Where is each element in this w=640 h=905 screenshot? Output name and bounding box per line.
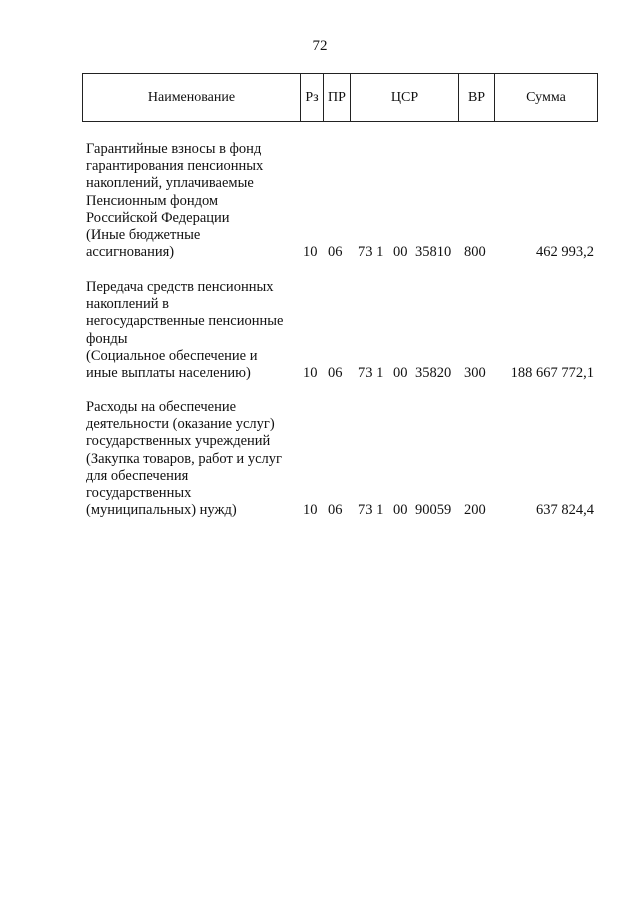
row-csr-program: 73 1 [358, 365, 384, 382]
row-csr-sub: 00 [393, 365, 408, 382]
header-sum: Сумма [526, 89, 566, 105]
row-sum: 637 824,4 [536, 502, 594, 519]
row-rz: 10 [303, 365, 318, 382]
table-row [86, 141, 598, 261]
table-header [82, 73, 598, 122]
row-csr-program: 73 1 [358, 244, 384, 261]
table-row [86, 279, 598, 382]
row-csr-dir: 90059 [415, 502, 452, 519]
row-vr: 800 [464, 244, 486, 261]
header-vr: ВР [459, 74, 495, 121]
row-sum: 188 667 772,1 [510, 365, 594, 382]
row-vr: 300 [464, 365, 486, 382]
header-name: Наименование [83, 74, 301, 121]
row-vr: 200 [464, 502, 486, 519]
table-row [86, 399, 598, 519]
header-rz: Рз [301, 74, 324, 121]
row-name: Передача средств пенсионных накоплений в негосударственные пенсионные фонды (Социальное обеспечение и иные выплаты населению) [86, 279, 284, 382]
row-rz: 10 [303, 502, 318, 519]
header-pr: ПР [324, 74, 351, 121]
row-csr-sub: 00 [393, 502, 408, 519]
row-pr: 06 [328, 365, 343, 382]
row-csr-dir: 35810 [415, 244, 452, 261]
row-pr: 06 [328, 502, 343, 519]
row-csr-program: 73 1 [358, 502, 384, 519]
row-name: Гарантийные взносы в фонд гарантирования пенсионных накоплений, уплачиваемые Пенсионным фондом Российской Федерации (Иные бюджетные ассигнования) [86, 141, 264, 261]
row-rz: 10 [303, 244, 318, 261]
row-csr-dir: 35820 [415, 365, 452, 382]
row-sum: 462 993,2 [536, 244, 594, 261]
row-csr-sub: 00 [393, 244, 408, 261]
row-name: Расходы на обеспечение деятельности (оказание услуг) государственных учреждений (Закупка товаров, работ и услуг для обеспечения государственных (муниципальных) нужд) [86, 399, 282, 519]
page-number: 72 [312, 38, 328, 54]
header-csr: ЦСР [351, 74, 459, 121]
row-pr: 06 [328, 244, 343, 261]
